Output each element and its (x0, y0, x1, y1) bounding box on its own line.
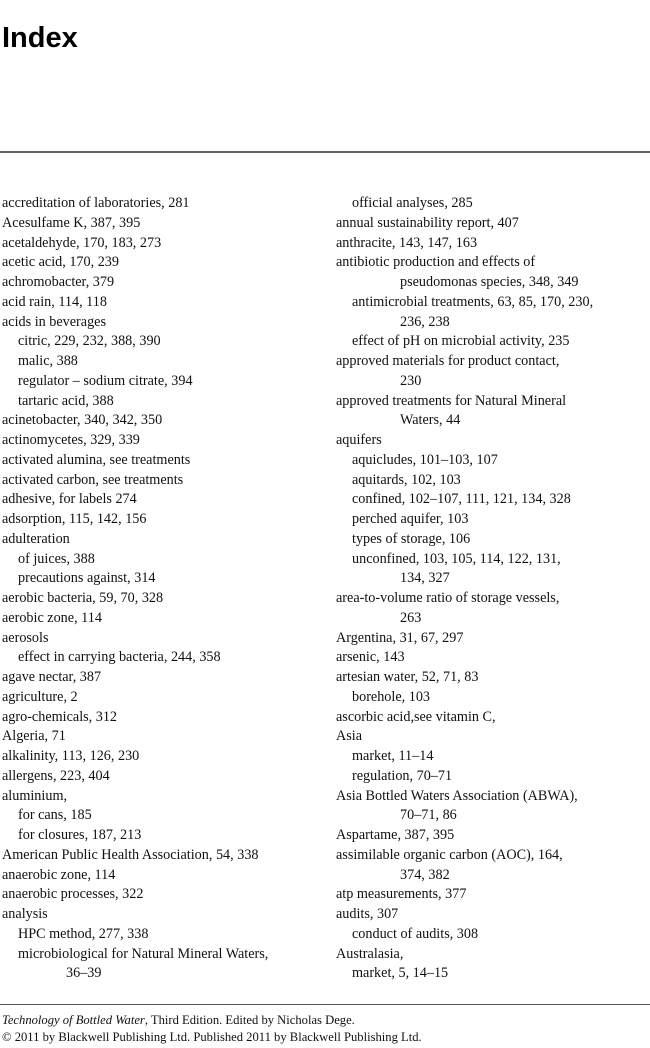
index-entry: aquifers (336, 432, 382, 448)
index-entry: acetaldehyde, 170, 183, 273 (2, 234, 162, 251)
index-entry: actinomycetes, 329, 339 (2, 432, 140, 448)
index-entry: achromobacter, 379 (2, 274, 115, 290)
index-entry: atp measurements, 377 (336, 886, 467, 903)
page-title: Index (2, 22, 78, 54)
index-subentry: tartaric acid, 388 (18, 392, 114, 409)
index-subentry: unconfined, 103, 105, 114, 122, 131, (352, 550, 561, 567)
footer-copyright: © 2011 by Blackwell Publishing Ltd. Published 2011 by Blackwell Publishing Ltd. (2, 1030, 422, 1044)
index-entry: anaerobic processes, 322 (2, 886, 144, 903)
index-subentry: market, 11–14 (352, 748, 434, 764)
header-divider (0, 151, 650, 153)
index-entry: activated carbon, see treatments (2, 471, 184, 488)
index-entry: adhesive, for labels 274 (2, 491, 137, 508)
index-subentry: citric, 229, 232, 388, 390 (18, 333, 161, 350)
footer-divider (0, 1004, 650, 1005)
index-entry: acid rain, 114, 118 (2, 293, 107, 310)
index-subentry: borehole, 103 (352, 688, 431, 705)
index-entry: anaerobic zone, 114 (2, 866, 116, 883)
index-entry: Argentina, 31, 67, 297 (336, 629, 464, 646)
index-entry-continuation: pseudomonas species, 348, 349 (400, 274, 579, 290)
index-subentry: HPC method, 277, 338 (18, 925, 149, 942)
index-subentry: confined, 102–107, 111, 121, 134, 328 (352, 491, 571, 508)
index-entry: Algeria, 71 (2, 728, 66, 745)
index-entry: adsorption, 115, 142, 156 (2, 511, 147, 527)
index-subentry: aquitards, 102, 103 (352, 471, 461, 488)
index-subentry: microbiological for Natural Mineral Waters, (18, 945, 269, 962)
index-entry: agro-chemicals, 312 (2, 708, 118, 725)
index-subentry: malic, 388 (18, 353, 78, 369)
index-entry: area-to-volume ratio of storage vessels, (336, 590, 560, 606)
index-entry: annual sustainability report, 407 (336, 214, 519, 231)
index-entry-continuation: 263 (400, 609, 422, 626)
index-entry: aluminium, (2, 787, 68, 804)
footer-book-title: Technology of Bottled Water (2, 1013, 145, 1027)
index-entry-continuation: 374, 382 (400, 866, 450, 883)
index-column-right (336, 194, 648, 984)
index-entry: Aspartame, 387, 395 (336, 827, 455, 843)
index-entry: audits, 307 (336, 906, 399, 922)
index-entry: assimilable organic carbon (AOC), 164, (336, 846, 563, 863)
index-subentry: market, 5, 14–15 (352, 965, 449, 982)
footer (2, 1012, 422, 1046)
index-subentry: regulator – sodium citrate, 394 (18, 372, 193, 389)
index-entry: aerobic bacteria, 59, 70, 328 (2, 590, 164, 606)
index-entry: anthracite, 143, 147, 163 (336, 234, 478, 251)
index-subentry: types of storage, 106 (352, 530, 471, 547)
index-entry: accreditation of laboratories, 281 (2, 195, 190, 211)
index-entry-continuation: Waters, 44 (400, 412, 461, 429)
index-subentry: of juices, 388 (18, 550, 95, 567)
index-entry: aerosols (2, 629, 49, 646)
index-entry-continuation: 230 (400, 372, 422, 389)
index-entry-continuation: 70–71, 86 (400, 807, 457, 824)
index-subentry: antimicrobial treatments, 63, 85, 170, 230, (352, 293, 594, 310)
footer-edition: , Third Edition. Edited by Nicholas Dege. (144, 1013, 355, 1027)
index-entry: adulteration (2, 530, 70, 547)
footer-citation (2, 1012, 422, 1029)
index-entry: activated alumina, see treatments (2, 451, 191, 468)
index-column-left (2, 194, 327, 984)
index-entry: approved materials for product contact, (336, 353, 560, 369)
index-entry-continuation: 36–39 (66, 965, 102, 982)
index-entry: acinetobacter, 340, 342, 350 (2, 412, 163, 429)
index-entry: artesian water, 52, 71, 83 (336, 669, 479, 685)
index-subentry: aquicludes, 101–103, 107 (352, 451, 498, 468)
index-subentry: effect of pH on microbial activity, 235 (352, 333, 570, 350)
index-entry: allergens, 223, 404 (2, 767, 110, 784)
index-entry: ascorbic acid,see vitamin C, (336, 708, 496, 725)
index-entry: alkalinity, 113, 126, 230 (2, 748, 140, 764)
index-entry: approved treatments for Natural Mineral (336, 392, 567, 409)
index-entry: analysis (2, 906, 48, 922)
index-entry: aerobic zone, 114 (2, 609, 102, 626)
index-subentry: for cans, 185 (18, 807, 92, 824)
index-entry: arsenic, 143 (336, 649, 405, 666)
index-entry: antibiotic production and effects of (336, 254, 536, 271)
index-entry-continuation: 236, 238 (400, 313, 450, 330)
index-entry: American Public Health Association, 54, 338 (2, 846, 259, 863)
index-entry: acetic acid, 170, 239 (2, 254, 119, 271)
index-entry-continuation: 134, 327 (400, 570, 450, 587)
index-entry: agriculture, 2 (2, 688, 78, 705)
index-entry: Asia (336, 728, 363, 745)
index-subentry: official analyses, 285 (352, 195, 473, 211)
index-subentry: for closures, 187, 213 (18, 827, 142, 843)
index-subentry: conduct of audits, 308 (352, 925, 479, 942)
index-subentry: effect in carrying bacteria, 244, 358 (18, 649, 221, 666)
index-entry: Australasia, (336, 945, 404, 962)
index-entry: agave nectar, 387 (2, 669, 102, 685)
index-subentry: regulation, 70–71 (352, 767, 453, 784)
index-entry: Asia Bottled Waters Association (ABWA), (336, 787, 578, 804)
index-entry: acids in beverages (2, 313, 106, 330)
index-subentry: perched aquifer, 103 (352, 511, 469, 527)
index-subentry: precautions against, 314 (18, 570, 156, 587)
index-entry: Acesulfame K, 387, 395 (2, 214, 141, 231)
